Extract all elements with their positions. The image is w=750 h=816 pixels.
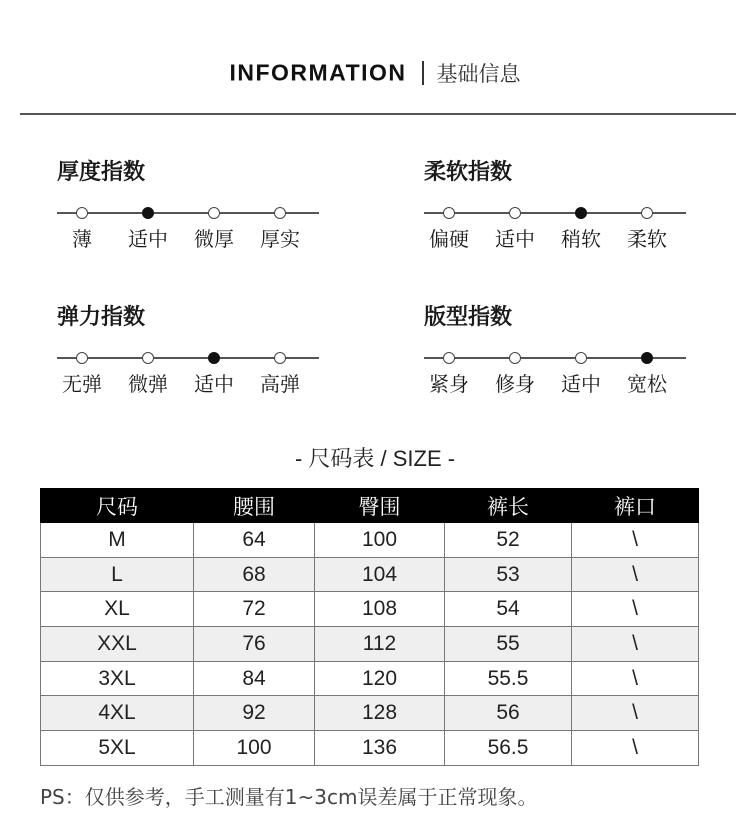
table-cell: \	[572, 696, 699, 731]
index-option: 适中	[194, 372, 234, 396]
table-cell: 5XL	[41, 731, 194, 766]
index-option: 偏硬	[429, 227, 469, 251]
table-cell: XL	[41, 592, 194, 627]
index-scale	[424, 357, 686, 359]
table-cell: 104	[315, 557, 445, 592]
header-title-en: INFORMATION	[229, 59, 407, 86]
size-table	[40, 488, 699, 766]
index-title: 弹力指数	[57, 305, 146, 330]
table-cell: 55	[445, 627, 572, 662]
index-option: 宽松	[627, 372, 667, 396]
size-chart-title: - 尺码表 / SIZE -	[294, 446, 456, 471]
table-cell: M	[41, 523, 194, 558]
table-cell: 55.5	[445, 661, 572, 696]
table-cell: 100	[194, 731, 315, 766]
table-cell: 92	[194, 696, 315, 731]
table-cell: 56	[445, 696, 572, 731]
table-cell: 52	[445, 523, 572, 558]
index-option: 无弹	[62, 372, 102, 396]
column-header: 臀围	[315, 489, 445, 523]
table-cell: 54	[445, 592, 572, 627]
table-cell: 112	[315, 627, 445, 662]
index-option: 适中	[495, 227, 535, 251]
table-row	[41, 592, 699, 627]
table-cell: \	[572, 592, 699, 627]
table-cell: 64	[194, 523, 315, 558]
scale-dot	[443, 207, 455, 219]
index-option: 适中	[561, 372, 601, 396]
index-option: 稍软	[561, 227, 601, 251]
table-cell: \	[572, 731, 699, 766]
scale-dot	[509, 352, 521, 364]
scale-dot	[208, 207, 220, 219]
table-row	[41, 661, 699, 696]
table-cell: 68	[194, 557, 315, 592]
table-cell: XXL	[41, 627, 194, 662]
table-cell: 56.5	[445, 731, 572, 766]
header-title-cn: 基础信息	[436, 62, 521, 86]
scale-dot	[575, 352, 587, 364]
table-cell: 4XL	[41, 696, 194, 731]
index-option: 适中	[128, 227, 168, 251]
table-cell: 108	[315, 592, 445, 627]
index-option: 高弹	[260, 372, 300, 396]
index-option: 微厚	[194, 227, 234, 251]
index-option: 厚实	[260, 227, 300, 251]
table-row	[41, 557, 699, 592]
table-cell: \	[572, 523, 699, 558]
index-option: 柔软	[627, 227, 667, 251]
column-header: 腰围	[194, 489, 315, 523]
footnote: PS：仅供参考，手工测量有1~3cm误差属于正常现象。	[40, 785, 538, 809]
header-divider	[20, 113, 736, 115]
index-option: 修身	[495, 372, 535, 396]
column-header: 裤口	[572, 489, 699, 523]
index-title: 版型指数	[424, 305, 513, 330]
column-header: 裤长	[445, 489, 572, 523]
scale-dot	[443, 352, 455, 364]
table-cell: 120	[315, 661, 445, 696]
table-cell: L	[41, 557, 194, 592]
table-cell: 136	[315, 731, 445, 766]
scale-dot-selected	[641, 352, 653, 364]
softness-index	[424, 155, 704, 275]
table-cell: \	[572, 661, 699, 696]
index-option: 微弹	[128, 372, 168, 396]
table-cell: \	[572, 557, 699, 592]
index-title: 柔软指数	[424, 160, 513, 185]
scale-dot-selected	[575, 207, 587, 219]
scale-dot	[76, 352, 88, 364]
table-cell: 84	[194, 661, 315, 696]
thickness-index	[57, 155, 337, 275]
scale-dot-selected	[208, 352, 220, 364]
index-title: 厚度指数	[57, 160, 146, 185]
table-cell: 72	[194, 592, 315, 627]
scale-dot	[142, 352, 154, 364]
scale-dot	[274, 207, 286, 219]
table-row	[41, 627, 699, 662]
table-cell: 100	[315, 523, 445, 558]
scale-dot-selected	[142, 207, 154, 219]
index-scale	[57, 212, 319, 214]
table-row	[41, 523, 699, 558]
table-cell: 3XL	[41, 661, 194, 696]
table-row	[41, 696, 699, 731]
index-option: 薄	[72, 227, 92, 251]
table-cell: 76	[194, 627, 315, 662]
table-header-row	[41, 489, 699, 523]
table-row	[41, 731, 699, 766]
table-cell: 128	[315, 696, 445, 731]
info-header	[0, 58, 750, 90]
scale-dot	[274, 352, 286, 364]
index-option: 紧身	[429, 372, 469, 396]
table-cell: \	[572, 627, 699, 662]
header-separator	[422, 61, 424, 85]
column-header: 尺码	[41, 489, 194, 523]
scale-dot	[76, 207, 88, 219]
scale-dot	[509, 207, 521, 219]
fit-index	[424, 300, 704, 420]
index-scale	[424, 212, 686, 214]
scale-dot	[641, 207, 653, 219]
table-cell: 53	[445, 557, 572, 592]
elasticity-index	[57, 300, 337, 420]
index-scale	[57, 357, 319, 359]
